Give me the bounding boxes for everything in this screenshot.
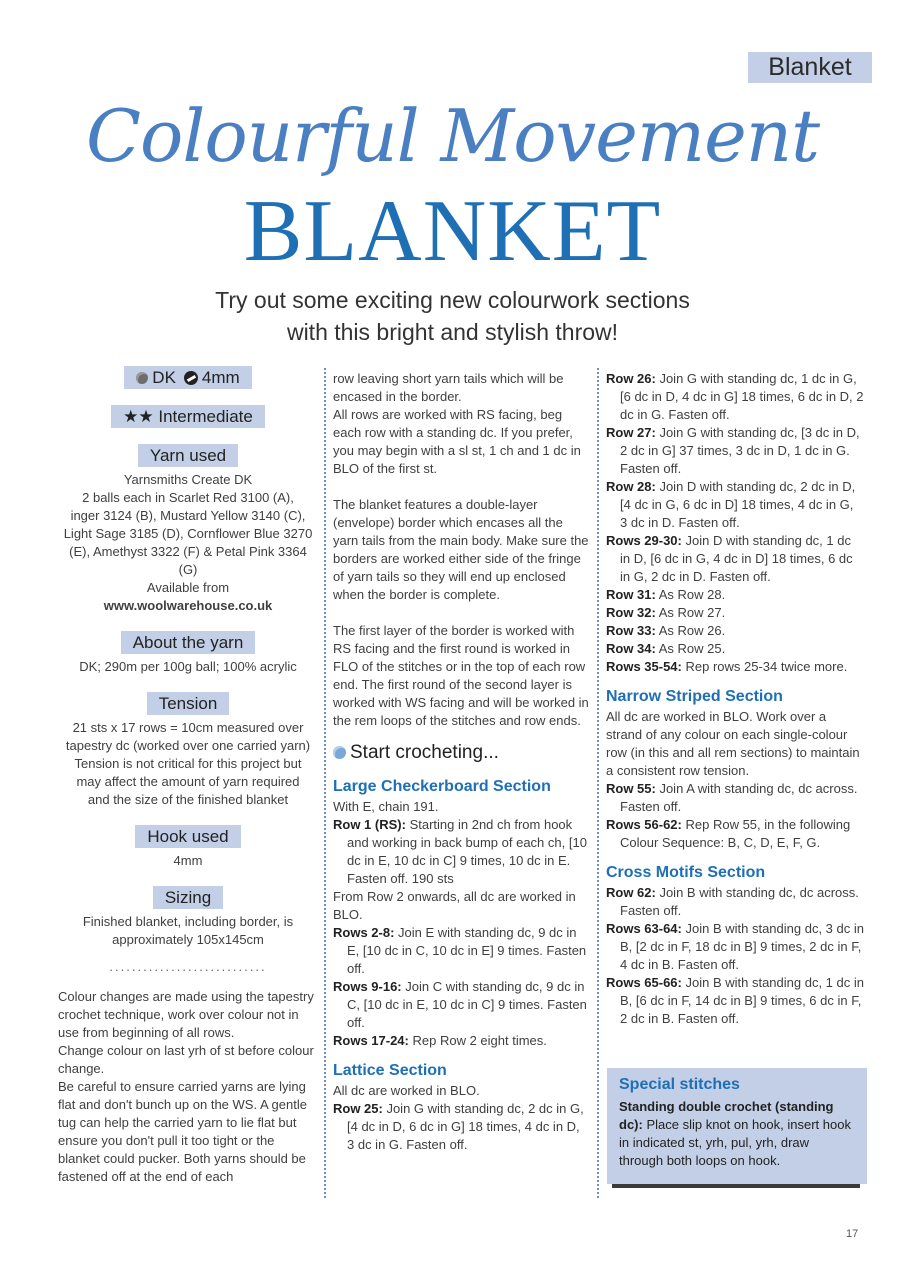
row-label: Rows 2-8: xyxy=(333,925,395,940)
row-text: Join G with standing dc, 2 dc in G, [4 dc in D, 6 dc in G] 18 times, 4 dc in D, 3 dc in G. Fasten off. xyxy=(347,1101,584,1152)
row-instruction xyxy=(333,924,589,978)
body-paragraph: The blanket features a double-layer (envelope) border which encases all the yarn tails from the main body. Make sure the borders are worked either side of the fringe of yarn tails so they will end up enclosed when the border is complete. xyxy=(333,497,589,602)
section-intro: With E, chain 191. xyxy=(333,799,439,814)
start-crocheting-heading xyxy=(333,740,589,766)
tension-heading: Tension xyxy=(147,692,230,715)
about-heading-row xyxy=(58,631,318,654)
row-text: Join D with standing dc, 1 dc in D, [6 dc in G, 4 dc in D] 18 times, 6 dc in G, 2 dc in D. Fasten off. xyxy=(620,533,853,584)
row-label: Rows 29-30: xyxy=(606,533,682,548)
section-intro: All dc are worked in BLO. xyxy=(333,1083,480,1098)
yarn-line: Available from xyxy=(146,580,230,595)
yarn-used-info xyxy=(58,471,318,615)
row-label: Row 31: xyxy=(606,587,656,602)
row-label: Row 62: xyxy=(606,885,656,900)
row-label: Row 26: xyxy=(606,371,656,386)
row-label: Row 34: xyxy=(606,641,656,656)
section-note: From Row 2 onwards, all dc are worked in BLO. xyxy=(333,889,576,922)
row-text: Join C with standing dc, 9 dc in C, [10 dc in E, 10 dc in C] 9 times. Fasten off. xyxy=(347,979,587,1030)
row-label: Rows 63-64: xyxy=(606,921,682,936)
row-label: Row 32: xyxy=(606,605,656,620)
row-instruction xyxy=(606,974,864,1028)
narrow-striped-heading: Narrow Striped Section xyxy=(606,688,783,705)
tension-line: and the size of the finished blanket xyxy=(87,792,289,807)
special-stitches-text xyxy=(619,1098,855,1170)
tension-info xyxy=(58,719,318,809)
yarn-ball-icon xyxy=(333,746,346,759)
row-label: Rows 65-66: xyxy=(606,975,682,990)
sizing-line: approximately 105x145cm xyxy=(112,932,264,947)
row-text: As Row 28. xyxy=(655,587,726,602)
cross-motifs-heading: Cross Motifs Section xyxy=(606,864,766,881)
subtitle-line-1: Try out some exciting new colourwork sections xyxy=(215,287,690,313)
yarn-used-heading-row xyxy=(58,444,318,467)
row-text: Rep Row 2 eight times. xyxy=(408,1033,547,1048)
lattice-heading: Lattice Section xyxy=(333,1062,447,1079)
sizing-heading-row xyxy=(58,886,318,909)
weight-hook-row xyxy=(58,366,318,389)
column-divider-right xyxy=(597,368,599,1198)
page-title-script: Colourful Movement xyxy=(85,94,820,178)
row-instruction xyxy=(333,1032,589,1050)
row-instruction xyxy=(606,920,864,974)
row-label: Rows 17-24: xyxy=(333,1033,409,1048)
row-text: As Row 27. xyxy=(655,605,726,620)
row-text: As Row 25. xyxy=(655,641,726,656)
difficulty-badge: ★★ Intermediate xyxy=(111,405,265,428)
checkerboard-heading: Large Checkerboard Section xyxy=(333,778,551,795)
body-paragraph: row leaving short yarn tails which will be encased in the border. xyxy=(333,371,564,404)
supplier-link[interactable]: www.woolwarehouse.co.uk xyxy=(103,598,273,613)
middle-column xyxy=(333,370,589,1154)
body-paragraph: Be careful to ensure carried yarns are lying flat and don't bunch up on the WS. A gentle tug can help the carried yarn to lie flat but ensure you don't pull it too tight or the blanket could pucker. Both yarns should be fastened off at the end of each xyxy=(58,1079,307,1184)
about-yarn-heading: About the yarn xyxy=(121,631,256,654)
row-instruction xyxy=(606,424,864,478)
tension-line: may affect the amount of yarn required xyxy=(76,774,300,789)
row-label: Rows 56-62: xyxy=(606,817,682,832)
hook-used-text: 4mm xyxy=(173,853,203,868)
row-instruction xyxy=(606,586,864,604)
row-instruction xyxy=(606,622,864,640)
row-text: Join G with standing dc, [3 dc in D, 2 dc in G] 37 times, 3 dc in D, 1 dc in G. Fasten off. xyxy=(620,425,860,476)
row-text: Join G with standing dc, 1 dc in G, [6 dc in D, 4 dc in G] 18 times, 6 dc in D, 2 dc in G. Fasten off. xyxy=(620,371,864,422)
start-crocheting-label: Start crocheting... xyxy=(350,742,499,763)
tension-heading-row xyxy=(58,692,318,715)
difficulty-row xyxy=(58,405,318,428)
row-text: Join B with standing dc, dc across. Fasten off. xyxy=(620,885,859,918)
row-label: Rows 35-54: xyxy=(606,659,682,674)
yarn-line: inger 3124 (B), Mustard Yellow 3140 (C), xyxy=(70,508,306,523)
hook-used-heading: Hook used xyxy=(135,825,240,848)
yarn-line: (E), Amethyst 3322 (F) & Petal Pink 3364 (G) xyxy=(69,544,307,577)
subtitle xyxy=(0,284,905,348)
row-text: Join B with standing dc, 1 dc in B, [6 dc in F, 14 dc in B] 9 times, 6 dc in F, 2 dc in B. Fasten off. xyxy=(620,975,864,1026)
tension-line: tapestry dc (worked over one carried yarn) xyxy=(65,738,311,753)
section-intro: All dc are worked in BLO. Work over a strand of any colour on each single-colour row (in this and all rem sections) to maintain a consistent row tension. xyxy=(606,709,860,778)
row-text: Rep rows 25-34 twice more. xyxy=(681,659,848,674)
about-yarn-text: DK; 290m per 100g ball; 100% acrylic xyxy=(79,659,297,674)
yarn-used-heading: Yarn used xyxy=(138,444,238,467)
row-instruction xyxy=(333,816,589,888)
yarn-ball-icon xyxy=(136,372,148,384)
row-instruction xyxy=(333,1100,589,1154)
special-term: Standing double crochet (standing dc): xyxy=(619,1099,834,1132)
row-text: Join E with standing dc, 9 dc in E, [10 dc in C, 10 dc in E] 9 times. Fasten off. xyxy=(347,925,587,976)
row-instruction xyxy=(606,816,864,852)
row-label: Row 27: xyxy=(606,425,656,440)
body-paragraph: Change colour on last yrh of st before colour change. xyxy=(58,1043,314,1076)
hook-heading-row xyxy=(58,825,318,848)
sizing-line: Finished blanket, including border, is xyxy=(82,914,294,929)
row-text: Join D with standing dc, 2 dc in D, [4 dc in G, 6 dc in D] 18 times, 4 dc in G, 3 dc in D. Fasten off. xyxy=(620,479,856,530)
body-paragraph: All rows are worked with RS facing, beg each row with a standing dc. If you prefer, you may begin with a sl st, 1 ch and 1 dc in BLO of the first st. xyxy=(333,407,581,476)
row-label: Row 1 (RS): xyxy=(333,817,406,832)
weight-hook-pill xyxy=(124,366,251,389)
yarn-line: 2 balls each in Scarlet Red 3100 (A), xyxy=(82,490,294,505)
row-label: Rows 9-16: xyxy=(333,979,402,994)
right-column xyxy=(606,370,864,1028)
left-body-text xyxy=(58,988,318,1186)
row-text: Starting in 2nd ch from hook and working in back bump of each ch, [10 dc in E, 10 dc in C] 9 times, 10 dc in E. Fasten off. 190 sts xyxy=(347,817,587,886)
row-instruction xyxy=(606,658,864,676)
divider-dots: ............................ xyxy=(109,959,267,974)
special-stitches-box xyxy=(607,1068,867,1184)
hook-icon xyxy=(184,371,198,385)
column-divider-left xyxy=(324,368,326,1198)
yarn-line: Yarnsmiths Create DK xyxy=(123,472,253,487)
page-title: BLANKET xyxy=(243,183,662,280)
row-label: Row 55: xyxy=(606,781,656,796)
row-label: Row 33: xyxy=(606,623,656,638)
body-paragraph: Colour changes are made using the tapestry crochet technique, work over colour not in use from beginning of all rows. xyxy=(58,989,314,1040)
weight-label: DK xyxy=(152,368,176,387)
row-text: As Row 26. xyxy=(655,623,726,638)
hook-size-label: 4mm xyxy=(201,368,240,387)
tension-line: 21 sts x 17 rows = 10cm measured over xyxy=(72,720,304,735)
row-text: Rep Row 55, in the following Colour Sequence: B, C, D, E, F, G. xyxy=(620,817,851,850)
row-instruction xyxy=(606,780,864,816)
row-instruction xyxy=(606,884,864,920)
body-paragraph: The first layer of the border is worked with RS facing and the first round is worked in FLO of the stitches or in the top of each row end. The first round of the second layer is worked with WS facing and will be worked in the rem loops of the stitches and row ends. xyxy=(333,623,589,728)
row-label: Row 25: xyxy=(333,1101,383,1116)
row-instruction xyxy=(606,604,864,622)
row-label: Row 28: xyxy=(606,479,656,494)
page-number: 17 xyxy=(846,1228,859,1240)
special-definition: Place slip knot on hook, insert hook in indicated st, yrh, pul, yrh, draw through both loops on hook. xyxy=(619,1117,851,1168)
row-text: Join B with standing dc, 3 dc in B, [2 dc in F, 18 dc in B] 9 times, 2 dc in F, 4 dc in B. Fasten off. xyxy=(620,921,864,972)
special-stitches-heading: Special stitches xyxy=(619,1076,740,1093)
row-instruction xyxy=(606,370,864,424)
left-column xyxy=(58,366,318,1186)
sizing-info xyxy=(58,913,318,949)
row-instruction xyxy=(333,978,589,1032)
yarn-line: Light Sage 3185 (D), Cornflower Blue 3270 xyxy=(63,526,313,541)
subtitle-line-2: with this bright and stylish throw! xyxy=(286,319,619,345)
row-instruction xyxy=(606,532,864,586)
row-instruction xyxy=(606,478,864,532)
section-tag: Blanket xyxy=(748,52,872,83)
row-instruction xyxy=(606,640,864,658)
row-text: Join A with standing dc, dc across. Fasten off. xyxy=(620,781,858,814)
tension-line: Tension is not critical for this project but xyxy=(74,756,302,771)
sizing-heading: Sizing xyxy=(153,886,223,909)
